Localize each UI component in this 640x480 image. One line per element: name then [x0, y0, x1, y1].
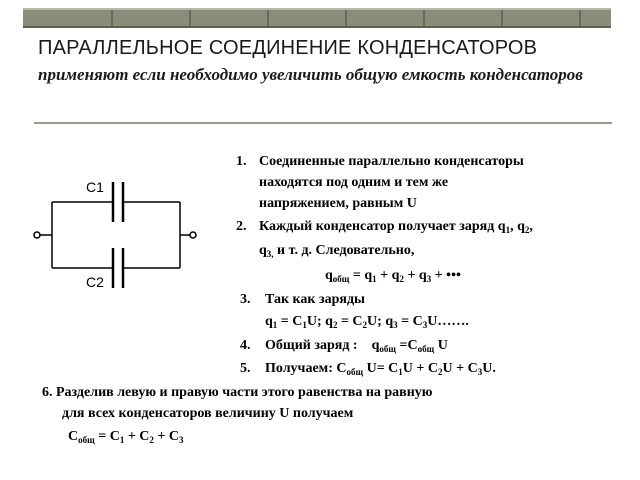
item-5-line: Получаем: $С_{общ}$ $U= C_1U + C_2U + C_3U$.: [265, 361, 496, 377]
bar-tick: [501, 10, 503, 26]
parallel-capacitor-circuit: [28, 168, 198, 298]
item-1-line-3: напряжением, равным U: [259, 196, 417, 211]
item-4-label: Общий заряд :: [265, 338, 358, 353]
item-1-line-1: Соединенные параллельно конденсаторы: [259, 154, 524, 169]
item-6-line-1: [42, 382, 433, 403]
slide-subtitle: применяют если необходимо увеличить общую емкость конденсаторов: [38, 65, 583, 84]
item-2-line-2: $q_{3,}$ и т. д. Следовательно,: [259, 243, 415, 259]
bar-tick: [189, 10, 191, 26]
formula-total-subscript: общ: [332, 274, 350, 284]
bar-tick: [111, 10, 113, 26]
item-6-line-2: для всех конденсаторов величину U получаем: [62, 406, 354, 421]
slide-title: ПАРАЛЛЕЛЬНОЕ СОЕДИНЕНИЕ КОНДЕНСАТОРОВ: [38, 37, 538, 59]
item-number-2: 2.: [236, 219, 247, 234]
bar-tick: [579, 10, 581, 26]
item-5-label: Получаем: С: [265, 361, 347, 376]
bar-tick: [345, 10, 347, 26]
title-separator: [34, 122, 612, 124]
bar-tick: [423, 10, 425, 26]
item-2-text-b: и т. д. Следовательно,: [277, 243, 415, 258]
bar-tick: [267, 10, 269, 26]
item-1-line-2: находятся под одним и тем же: [259, 175, 449, 190]
c1-label: C1: [86, 179, 104, 195]
item-3-line-1: Так как заряды: [265, 292, 365, 307]
item-4-line: Общий заряд : $q_{общ} =C_{общ}$ U: [265, 338, 448, 354]
item-2-text-a: Каждый конденсатор получает заряд q: [259, 219, 506, 234]
item-number-5: 5.: [240, 361, 251, 376]
item-3-formula: $q_1 = C_1U$; $q_2 = C_2U$; $q_3$ = $C_3U\dots\dots$.: [265, 314, 469, 330]
top-decor-bar: [23, 8, 611, 28]
c2-label: C2: [86, 274, 104, 290]
item-number-1: 1.: [236, 154, 247, 169]
item-2-line-1: Каждый конденсатор получает заряд $q_1$, $q_2$,: [259, 219, 533, 235]
left-terminal: [34, 232, 40, 238]
total-charge-formula: $q_{общ} = q_1 + q_2 + q_3$ + •••: [325, 268, 461, 284]
item-number-3: 3.: [240, 292, 251, 307]
right-terminal: [190, 232, 196, 238]
total-capacitance-formula: $C_{общ} = C_1 + C_2 + C_3$: [68, 429, 184, 445]
item-number-4: 4.: [240, 338, 251, 353]
item-number-6: 6.: [42, 385, 53, 400]
item-6-text-a: Разделив левую и правую части этого равенства на равную: [56, 385, 433, 400]
